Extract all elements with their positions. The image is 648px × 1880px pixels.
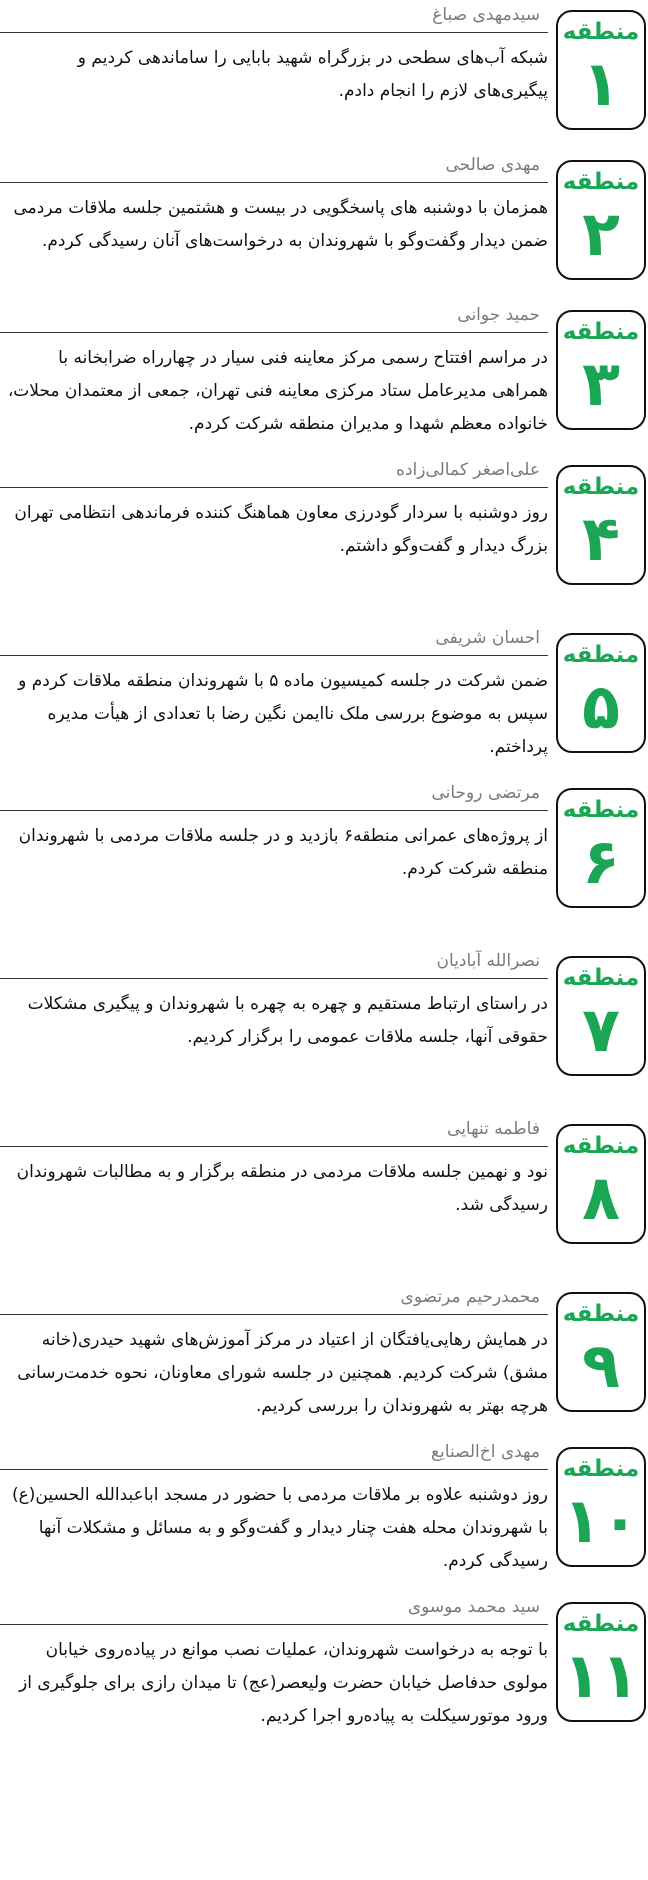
report-text: ضمن شرکت در جلسه کمیسیون ماده ۵ با شهروندان منطقه ملاقات کردم و سپس به موضوع بررسی ملک ناایمن نگین رضا با تعدادی از هیأت مدیره پرداختم.	[18, 671, 548, 757]
divider	[0, 487, 548, 488]
report-text: نود و نهمین جلسه ملاقات مردمی در منطقه برگزار و به مطالبات شهروندان رسیدگی شد.	[16, 1162, 548, 1215]
district-report-9	[0, 1282, 648, 1432]
official-name: سید محمد موسوی	[407, 1597, 540, 1617]
report-text: شبکه آب‌های سطحی در بزرگراه شهید بابایی را ساماندهی کردیم و پیگیری‌های لازم را انجام دادم.	[77, 48, 548, 101]
district-number: ۳	[582, 347, 620, 420]
divider	[0, 1624, 548, 1625]
district-report-5	[0, 623, 648, 773]
district-number: ۲	[582, 197, 620, 270]
district-label: منطقه	[562, 1301, 640, 1327]
district-badge	[556, 633, 646, 753]
district-badge	[556, 1292, 646, 1412]
divider	[0, 32, 548, 33]
divider	[0, 332, 548, 333]
divider	[0, 1146, 548, 1147]
district-badge	[556, 310, 646, 430]
district-report-8	[0, 1114, 648, 1264]
official-name: محمدرحیم مرتضوی	[400, 1287, 540, 1307]
report-text: در مراسم افتتاح رسمی مرکز معاینه فنی سیار در چهارراه ضرابخانه با همراهی مدیرعامل ستاد مرکزی معاینه فنی تهران، جمعی از معتمدان محلات، خانواده معظم شهدا و مدیران منطقه شرکت کردم.	[7, 348, 548, 434]
district-label: منطقه	[562, 1456, 640, 1482]
district-label: منطقه	[562, 319, 640, 345]
official-name: حمید جوانی	[457, 305, 540, 325]
official-name: فاطمه تنهایی	[447, 1119, 540, 1139]
report-text: در همایش رهایی‌یافتگان از اعتیاد در مرکز آموزش‌های شهید حیدری(خانه مشق) شرکت کردیم. همچنین در جلسه شورای معاونان، نحوه خدمت‌رسانی هرچه بهتر به شهروندان را بررسی کردیم.	[17, 1330, 548, 1416]
district-label: منطقه	[562, 474, 640, 500]
district-label: منطقه	[562, 19, 640, 45]
official-name: سیدمهدی صباغ	[432, 5, 540, 25]
official-name: مهدی اخ‌الصنایع	[430, 1442, 540, 1462]
divider	[0, 1469, 548, 1470]
district-report-2	[0, 150, 648, 300]
divider	[0, 655, 548, 656]
district-number: ۱۰	[563, 1484, 639, 1557]
official-name: علی‌اصغر کمالی‌زاده	[396, 460, 540, 480]
district-badge	[556, 465, 646, 585]
district-label: منطقه	[562, 1611, 640, 1637]
district-number: ۶	[582, 825, 620, 898]
official-name: مرتضی روحانی	[431, 783, 540, 803]
district-badge	[556, 788, 646, 908]
district-number: ۹	[582, 1329, 620, 1402]
official-name: نصرالله آبادیان	[436, 951, 540, 971]
district-badge	[556, 956, 646, 1076]
district-report-7	[0, 946, 648, 1096]
district-number: ۱	[582, 47, 620, 120]
district-report-6	[0, 778, 648, 928]
district-badge	[556, 160, 646, 280]
district-label: منطقه	[562, 1133, 640, 1159]
report-text: روز دوشنبه علاوه بر ملاقات مردمی با حضور در مسجد اباعبدالله الحسین(ع) با شهروندان محله هفت چنار دیدار و گفت‌وگو و به مسائل و مشکلات آنها رسیدگی کردم.	[12, 1485, 548, 1571]
district-number: ۵	[582, 670, 620, 743]
official-name: احسان شریفی	[435, 628, 540, 648]
report-text: از پروژه‌های عمرانی منطقه۶ بازدید و در جلسه ملاقات مردمی با شهروندان منطقه شرکت کردم.	[18, 826, 548, 879]
divider	[0, 810, 548, 811]
report-text: همزمان با دوشنبه های پاسخگویی در بیست و هشتمین جلسه ملاقات مردمی ضمن دیدار وگفت‌وگو با شهروندان به درخواست‌های آنان رسیدگی کردم.	[13, 198, 548, 251]
report-text: در راستای ارتباط مستقیم و چهره به چهره با شهروندان و پیگیری مشکلات حقوقی آنها، جلسه ملاقات عمومی را برگزار کردیم.	[27, 994, 548, 1047]
district-report-4	[0, 455, 648, 605]
district-badge	[556, 1124, 646, 1244]
divider	[0, 1314, 548, 1315]
district-report-1	[0, 0, 648, 150]
district-report-10	[0, 1437, 648, 1587]
district-number: ۷	[582, 993, 620, 1066]
district-label: منطقه	[562, 169, 640, 195]
district-number: ۴	[582, 502, 620, 575]
divider	[0, 182, 548, 183]
district-report-11	[0, 1592, 648, 1742]
report-text: با توجه به درخواست شهروندان، عملیات نصب موانع در پیاده‌روی خیابان مولوی حدفاصل خیابان حضرت ولیعصر(عج) تا میدان رازی برای جلوگیری از ورود موتورسیکلت به پیاده‌رو اجرا کردیم.	[19, 1640, 548, 1726]
district-report-3	[0, 300, 648, 450]
report-text: روز دوشنبه با سردار گودرزی معاون هماهنگ کننده فرماندهی انتظامی تهران بزرگ دیدار و گفت‌وگو داشتم.	[14, 503, 548, 556]
divider	[0, 978, 548, 979]
district-label: منطقه	[562, 642, 640, 668]
official-name: مهدی صالحی	[445, 155, 540, 175]
district-badge	[556, 10, 646, 130]
district-badge	[556, 1602, 646, 1722]
district-number: ۸	[582, 1161, 620, 1234]
district-number: ۱۱	[563, 1639, 639, 1712]
district-badge	[556, 1447, 646, 1567]
district-label: منطقه	[562, 797, 640, 823]
district-label: منطقه	[562, 965, 640, 991]
